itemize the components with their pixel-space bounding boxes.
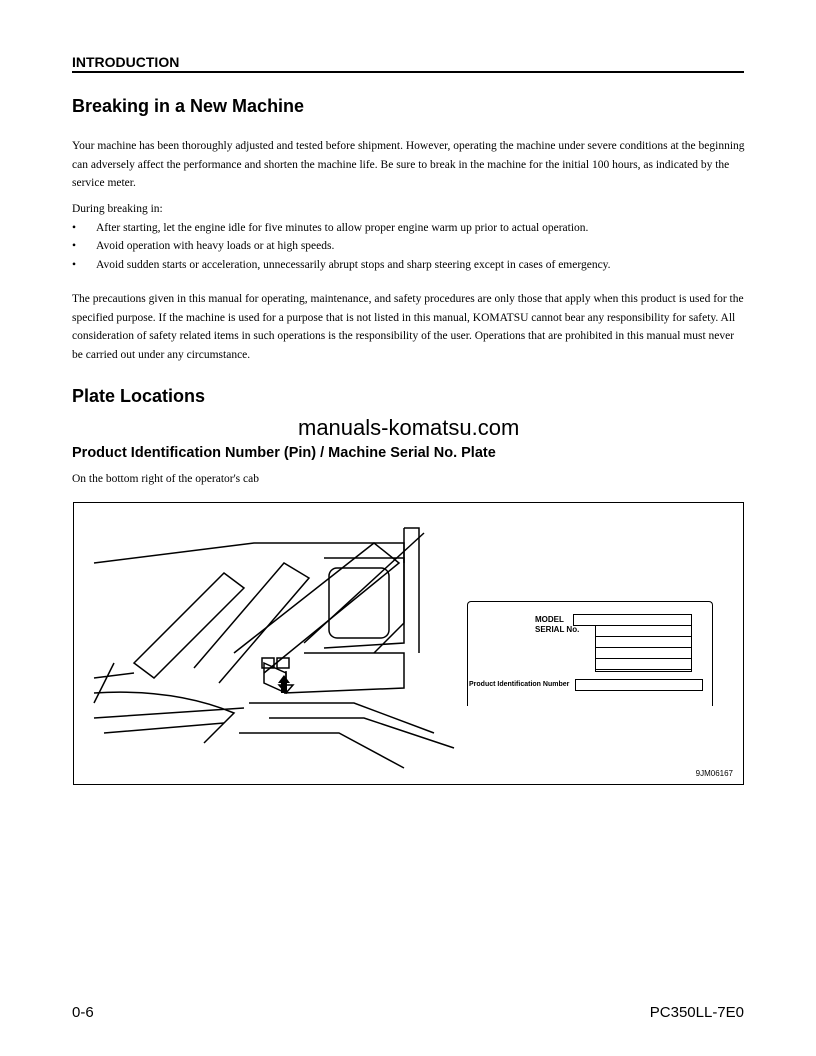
paragraph-intro: Your machine has been thoroughly adjusted and tested before shipment. However, operating the machine under severe conditions at the beginning can adversely affect the performance and shorten the machine life. Be sure to break in the machine for the initial 100 hours, as indicated by the service meter. xyxy=(72,140,745,189)
list-item-text: Avoid sudden starts or acceleration, unnecessarily abrupt stops and sharp steering except in cases of emergency. xyxy=(96,258,611,271)
list-intro: During breaking in: xyxy=(72,203,163,215)
serial-label: SERIAL No. xyxy=(535,625,580,634)
bullet-icon: • xyxy=(72,240,77,252)
pin-label: Product Identification Number xyxy=(469,681,570,688)
breaking-in-list xyxy=(72,200,747,274)
list-item xyxy=(72,219,747,238)
heading-plate-locations: Plate Locations xyxy=(72,386,206,406)
bullet-icon: • xyxy=(72,258,77,271)
watermark: manuals-komatsu.com xyxy=(298,415,520,440)
header-rule xyxy=(72,71,744,73)
list-item-text: After starting, let the engine idle for five minutes to allow proper engine warm up prior to actual operation. xyxy=(96,221,589,234)
list-item xyxy=(72,256,747,275)
model-number: PC350LL-7E0 xyxy=(649,1004,744,1021)
serial-fields xyxy=(595,625,692,672)
page-number: 0-6 xyxy=(72,1004,94,1021)
bullet-icon: • xyxy=(72,221,77,234)
list-item-text: Avoid operation with heavy loads or at high speeds. xyxy=(96,240,335,252)
section-header: INTRODUCTION xyxy=(72,54,180,70)
model-label: MODEL xyxy=(535,615,564,624)
paragraph-precautions: The precautions given in this manual for operating, maintenance, and safety procedures are only those that apply when this product is used for the specified purpose. If the machine is used for a purpose that is not listed in this manual, KOMATSU cannot bear any responsibility for safety. All consideration of safety related items in such operations is the responsibility of the user. Operations that are prohibited in this manual must never be carried out under any circumstance. xyxy=(72,293,744,361)
pin-field xyxy=(575,679,703,691)
subheading-pin-plate: Product Identification Number (Pin) / Machine Serial No. Plate xyxy=(72,445,496,461)
plate-location-text: On the bottom right of the operator's cab xyxy=(72,473,259,485)
list-item xyxy=(72,237,747,256)
heading-breaking-in: Breaking in a New Machine xyxy=(72,96,305,116)
plate-figure xyxy=(73,502,744,785)
serial-plate xyxy=(467,601,713,706)
figure-id: 9JM06167 xyxy=(695,769,733,778)
